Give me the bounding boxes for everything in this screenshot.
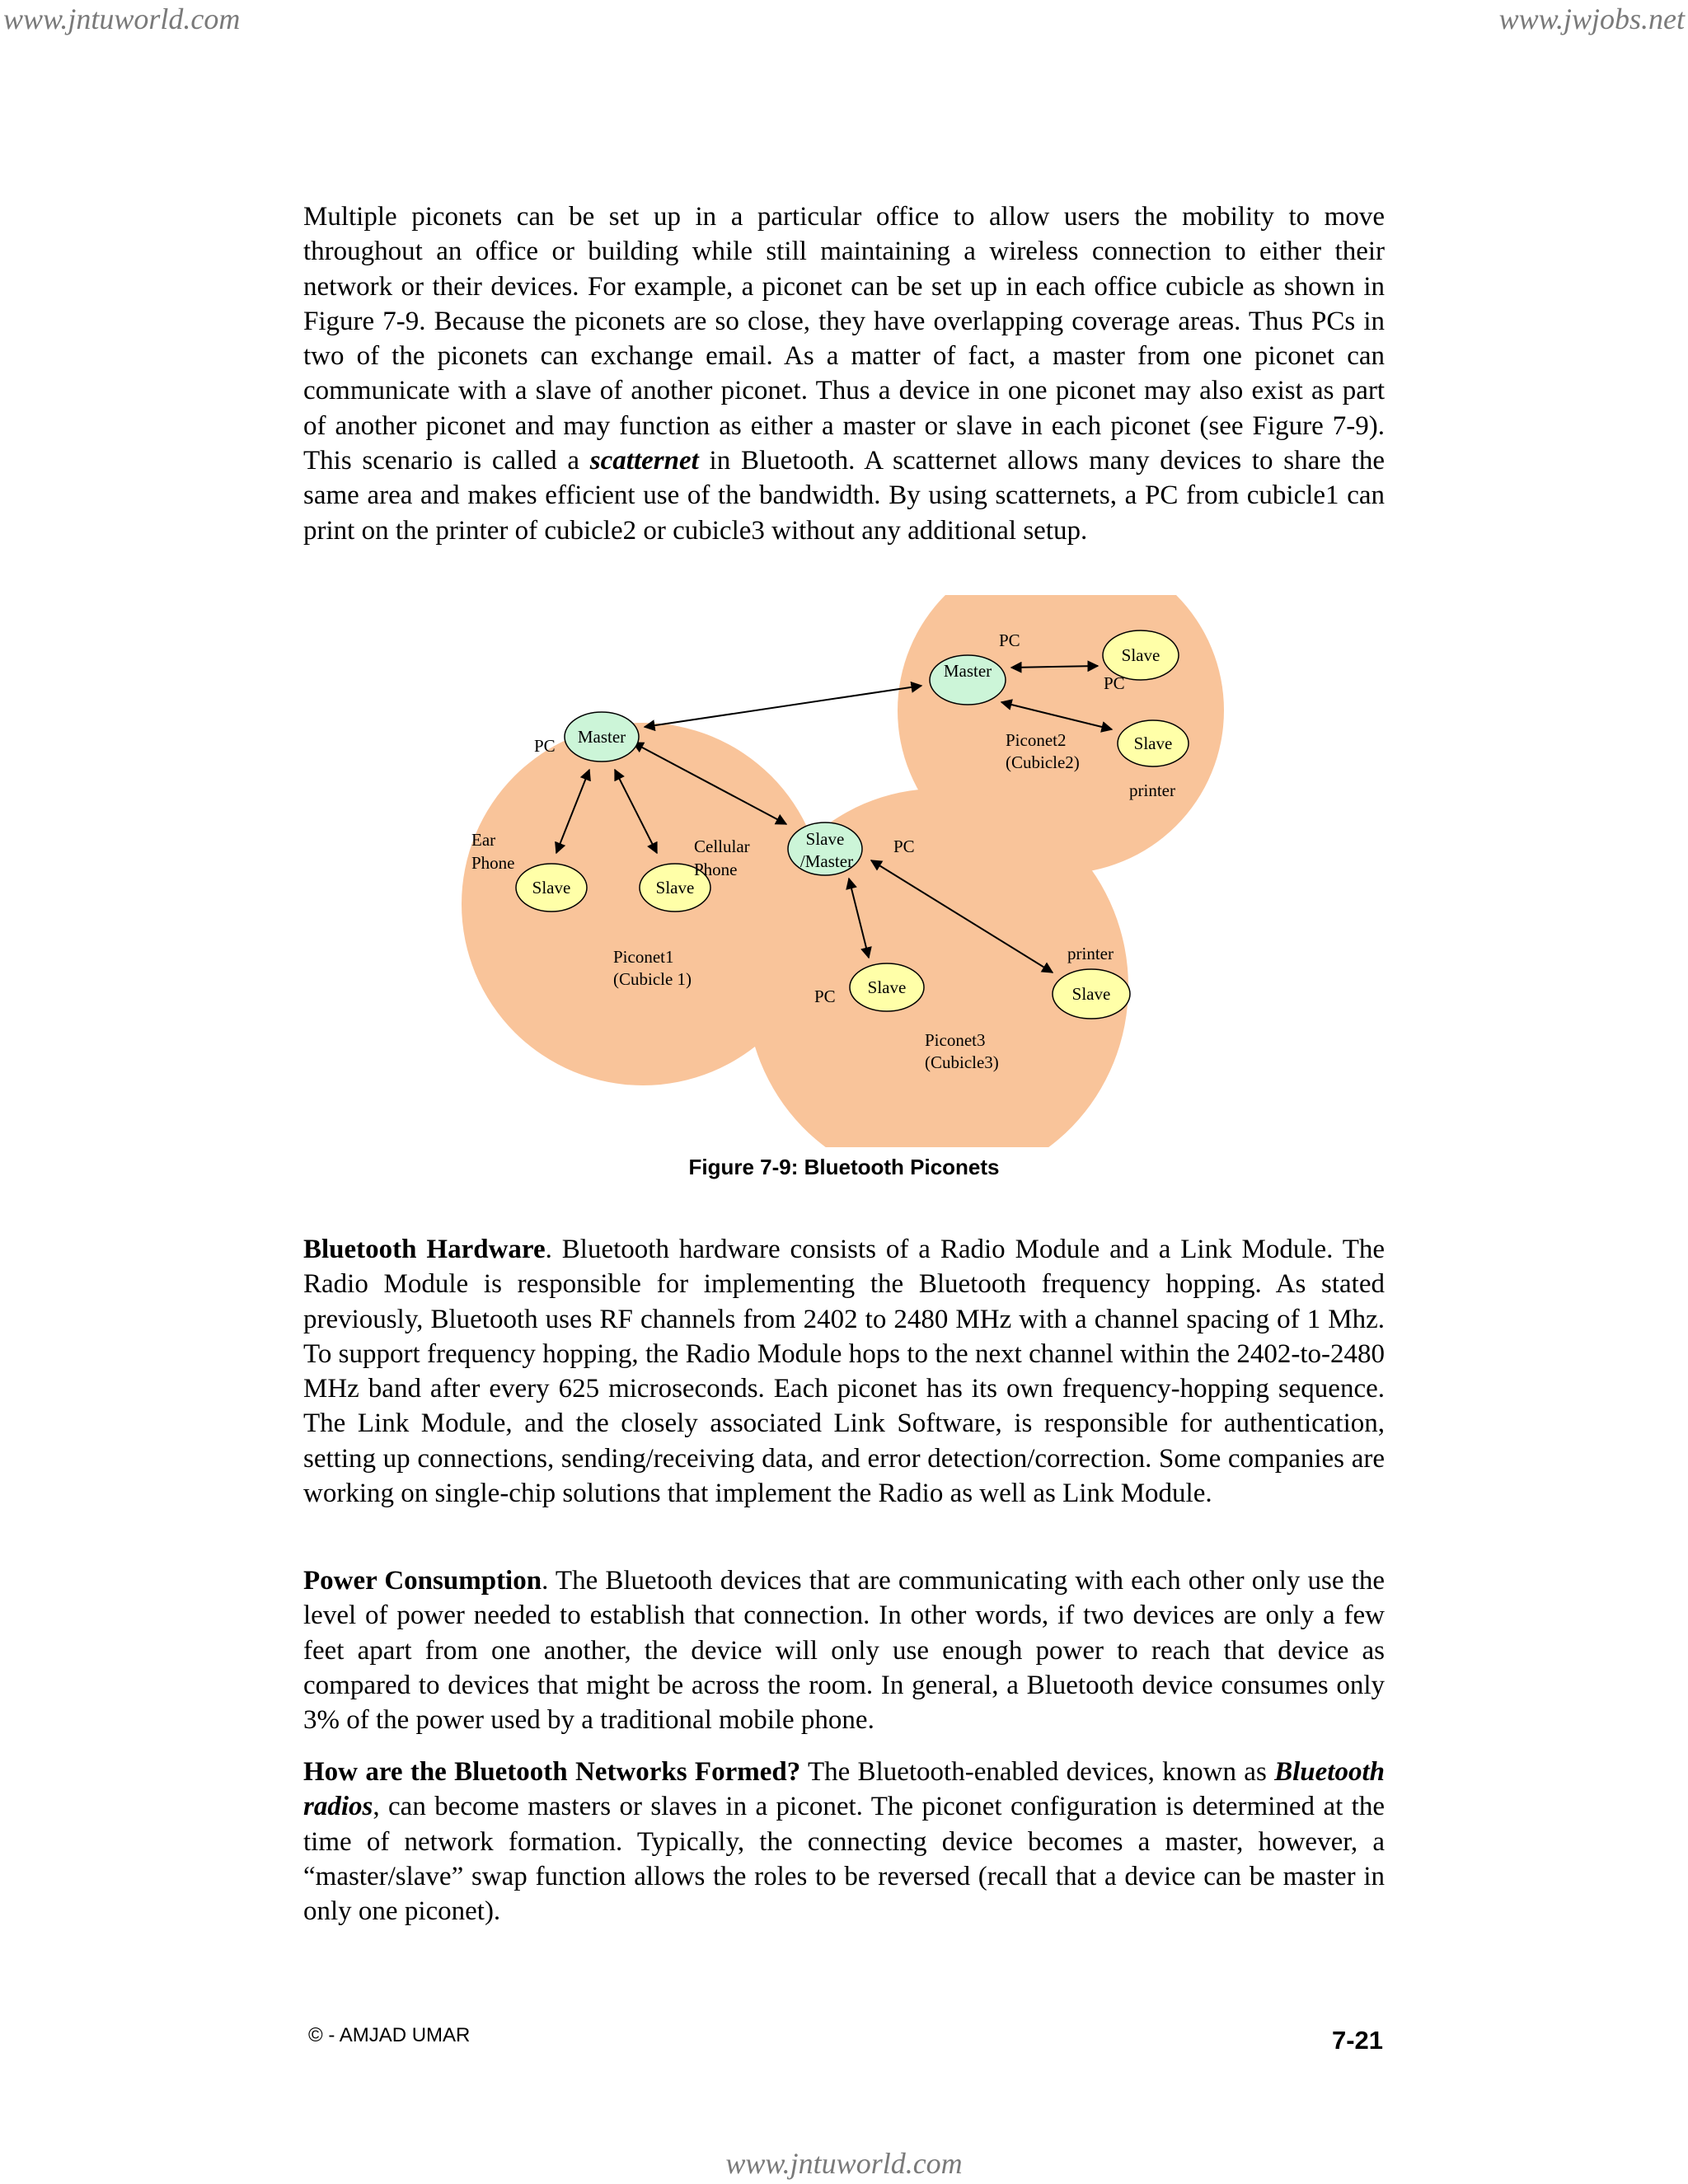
piconet3-label-1: Piconet3 [925,1030,986,1050]
hardware-text: . Bluetooth hardware consists of a Radio Module and a Link Module. The Radio Module is responsible for implementing the Bluetooth frequency hopping. As stated previously, Bluetooth uses RF channels from 2402 to 2480 MHz with a channel spacing of 1 Mhz. To support frequency hopping, the Radio Module hops to the next channel within the 2402-to-2480 MHz band after every 625 microseconds. Each piconet has its own frequency-hopping sequence. The Link Module, and the closely associated Link Software, is responsible for authentication, setting up connections, sending/receiving data, and error detection/correction. Some companies are working on single-chip solutions that implement the Radio as well as Link Module. [303,1235,1386,1509]
pc-label-p2-slave: PC [1104,673,1125,693]
p2-printer-slave-label: Slave [1133,733,1173,753]
watermark-top-right: www.jwjobs.net [1498,2,1685,35]
networks-text-1: The Bluetooth-enabled devices, known as [800,1757,1275,1787]
footer-copyright: © - AMJAD UMAR [308,2024,471,2046]
bluetooth-radios-term: Bluetooth radios [303,1757,1385,1822]
intro-text-2: in Bluetooth. A scatternet allows many devices to share the same area and makes efficient use of the bandwidth. By using scatternets, a PC from cubicle1 can print on the printer of cubicle2 or cubicle3 without any additional setup. [303,446,1386,546]
pc-label-p1: PC [534,736,556,756]
p2-pc-slave-label: Slave [1121,645,1160,665]
watermark-top-left: www.jntuworld.com [3,2,241,35]
shared-node-label-1: Slave [805,829,845,849]
piconet2-label-2: (Cubicle2) [1006,752,1080,772]
piconet1-label-1: Piconet1 [613,947,674,967]
power-text: . The Bluetooth devices that are communicating with each other only use the level of power needed to establish that connection. In other words, if two devices are only a few feet apart from one another, the device will only use enough power to reach that device as compared to devices that might be across the room. In general, a Bluetooth device consumes only 3% of the power used by a traditional mobile phone. [303,1566,1386,1736]
scatternet-term: scatternet [589,446,699,476]
intro-paragraph [303,199,1385,548]
hardware-heading: Bluetooth Hardware [303,1235,546,1264]
networks-text-2: , can become masters or slaves in a piconet. The piconet configuration is determined at the time of network formation. Typically, the connecting device becomes a master, however, a “master/slave” swap function allows the roles to be reversed (recall that a device can be master in only one piconet). [303,1792,1385,1927]
p1-ear-slave-label: Slave [532,878,571,898]
pc-label-shared: PC [893,837,915,856]
piconets-diagram [455,595,1230,1147]
bluetooth-piconets-figure [455,595,1230,1147]
networks-heading: How are the Bluetooth Networks Formed? [303,1757,801,1787]
ear-phone-label-2: Phone [471,853,515,873]
cellular-label-2: Phone [694,860,738,879]
shared-node-label-2: /Master [799,851,854,871]
hardware-paragraph [303,1232,1385,1511]
networks-paragraph [303,1755,1385,1929]
watermark-bottom: www.jntuworld.com [725,2147,963,2180]
cellular-label-1: Cellular [694,837,750,856]
pc-label-p2-master: PC [999,630,1020,650]
power-heading: Power Consumption [303,1566,542,1596]
figure-caption: Figure 7-9: Bluetooth Piconets [688,1155,1000,1179]
p1-master-label: Master [577,727,626,747]
piconet3-label-2: (Cubicle3) [925,1052,999,1072]
pc-label-p3: PC [814,987,836,1006]
power-paragraph [303,1563,1385,1737]
p2-master-label: Master [943,661,992,681]
piconet2-label-1: Piconet2 [1006,730,1067,750]
p1-cell-slave-label: Slave [655,878,695,898]
printer-label-p2: printer [1129,780,1175,800]
footer-page-number: 7-21 [1331,2026,1383,2055]
p3-pc-slave-label: Slave [867,977,907,997]
p3-printer-slave-label: Slave [1071,984,1111,1004]
intro-text-1: Multiple piconets can be set up in a particular office to allow users the mobility to move throughout an office or building while still maintaining a wireless connection to either their network or their devices. For example, a piconet can be set up in each office cubicle as shown in Figure 7-9. Because the piconets are so close, they have overlapping coverage areas. Thus PCs in two of the piconets can exchange email. As a matter of fact, a master from one piconet can communicate with a slave of another piconet. Thus a device in one piconet may also exist as part of another piconet and may function as either a master or slave in each piconet (see Figure 7-9). This scenario is called a [303,202,1385,476]
printer-label-p3: printer [1067,944,1114,963]
ear-phone-label-1: Ear [471,830,496,850]
link-p1master-p2master [645,686,921,727]
piconet1-label-2: (Cubicle 1) [613,969,692,989]
